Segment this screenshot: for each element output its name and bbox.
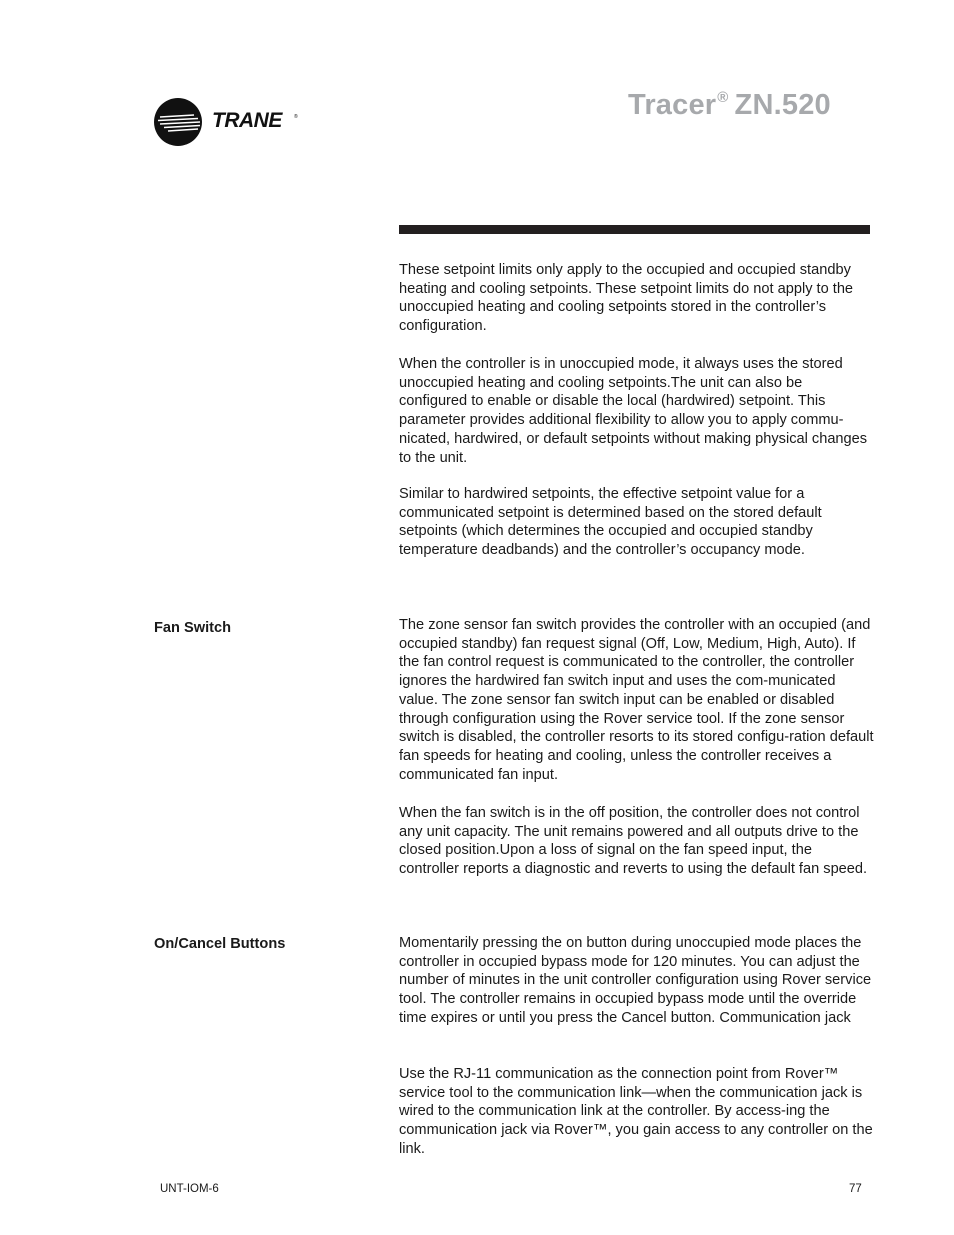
title-model: ZN.520 (734, 89, 831, 121)
paragraph: When the fan switch is in the off position, the controller does not control any unit capacity. The unit remains powered and all outputs drive to the closed position.Upon a loss of signal on the fan speed input, the controller reports a diagnostic and reverts to using the default fan speed. (399, 805, 868, 878)
section-heading-on-cancel-buttons: On/Cancel Buttons (154, 936, 286, 952)
title-main: Tracer (628, 89, 717, 121)
svg-text:®: ® (294, 114, 298, 120)
section-heading-fan-switch: Fan Switch (154, 620, 232, 636)
footer-doc-id: UNT-IOM-6 (160, 1183, 219, 1195)
brand-wordmark: TRANE (212, 109, 282, 132)
section-rule (399, 225, 870, 234)
document-title (628, 89, 831, 122)
paragraph: Similar to hardwired setpoints, the effective setpoint value for a communicated setpoint is determined based on the stored default setpoints (which determines the occupied and occupied standby temperature deadbands) and the controller’s occupancy mode. (399, 486, 822, 559)
registered-mark: ® (717, 89, 729, 106)
paragraph: Use the RJ-11 communication as the connection point from Rover™ service tool to the communication link—when the communication jack is wired to the communication link at the controller. By access-ing the communication jack via Rover™, you gain access to any controller on the link. (399, 1066, 873, 1157)
paragraph: When the controller is in unoccupied mode, it always uses the stored unoccupied heating and cooling setpoints.The unit can also be configured to enable or disable the local (hardwired) setpoint. This parameter provides additional flexibility to allow you to apply commu-nicated, hardwired, or default setpoints without making physical changes to the unit. (399, 356, 868, 466)
trane-logo (154, 98, 304, 146)
paragraph: The zone sensor fan switch provides the controller with an occupied (and occupied standby) fan request signal (Off, Low, Medium, High, Auto). If the fan control request is communicated to the controller, the controller ignores the hardwired fan switch input and uses the com-municated value. The zone sensor fan switch input can be enabled or disabled through configuration using the Rover service tool. If the zone sensor switch is disabled, the controller resorts to its stored configu-ration default fan speeds for heating and cooling, unless the controller receives a communicated fan input. (399, 617, 874, 783)
footer-page-number: 77 (849, 1183, 862, 1195)
paragraph: Momentarily pressing the on button during unoccupied mode places the controller in occupied bypass mode for 120 minutes. You can adjust the number of minutes in the unit controller configuration using Rover service tool. The controller remains in occupied bypass mode until the override time expires or until you press the Cancel button. Communication jack (399, 935, 872, 1026)
paragraph: These setpoint limits only apply to the occupied and occupied standby heating and cooling setpoints. These setpoint limits do not apply to the unoccupied heating and cooling setpoints stored in the controller’s configuration. (399, 262, 854, 335)
